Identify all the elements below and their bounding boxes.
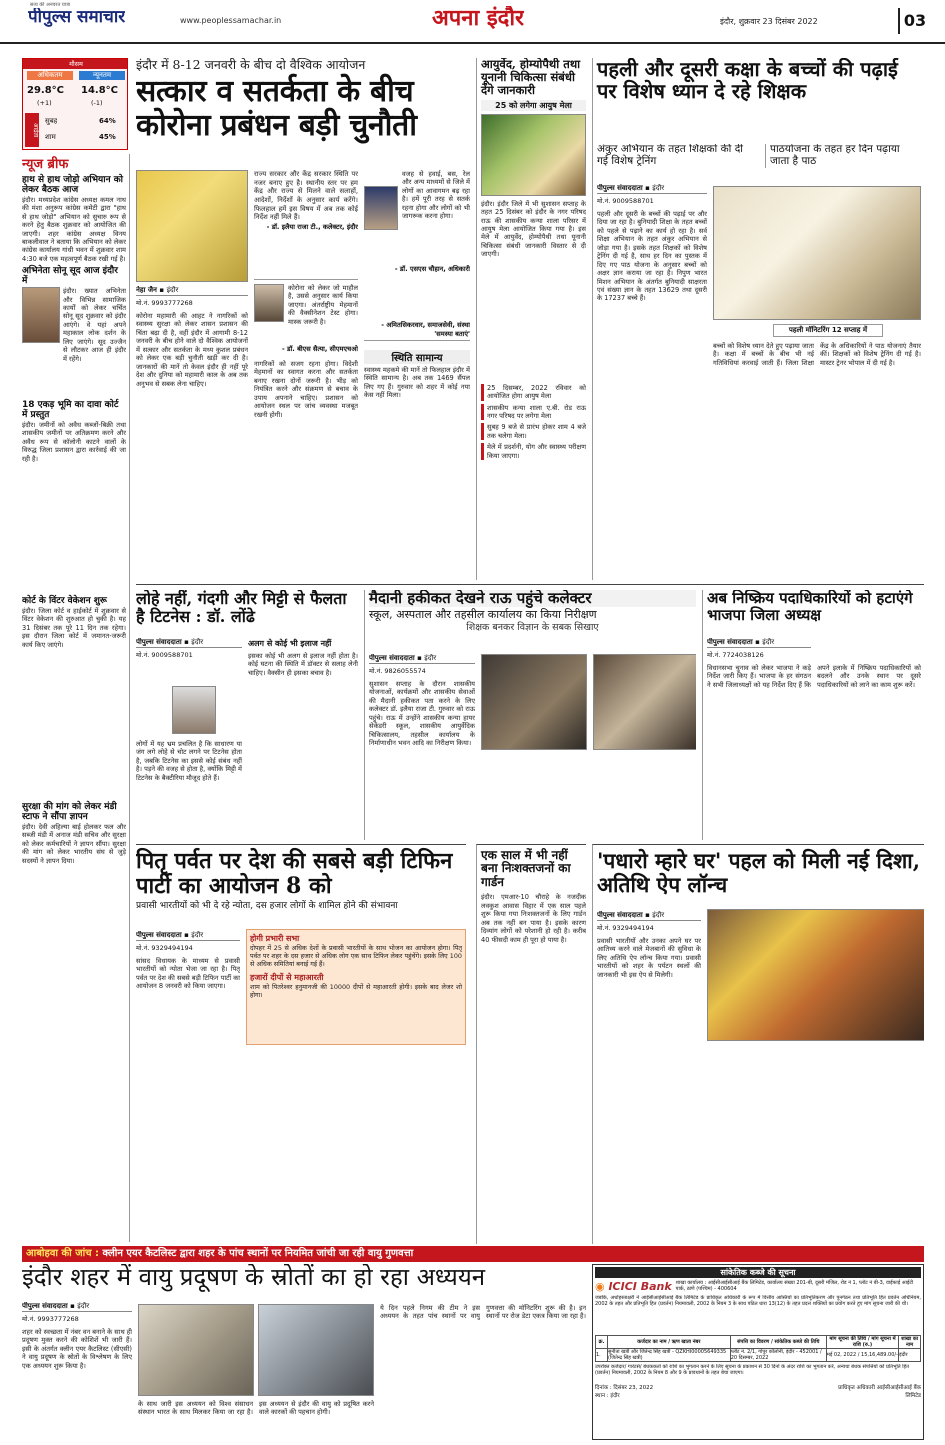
masthead <box>0 0 945 44</box>
collector-body: सुशासन सप्ताह के दौरान शासकीय योजनाओं, कार्यक्रमों और शासकीय सेवाओं की मैदानी हकीकत पता करने के लिए कलेक्टर डॉ. इलैया राजा टी. गुरुवार को राऊ पहुंचे। राऊ में उन्होंने शासकीय कन्या हायर सेकेंडरी स्कूल, शासकीय आयुर्वेदिक चिकित्सालय, तहसील कार्यालय के निर्माणाधीन भवन आदि का निरीक्षण किया। <box>369 680 475 748</box>
weather-title: मौसम <box>23 59 128 69</box>
app-byline-city: इंदौर <box>652 911 665 919</box>
air-kicker-bar <box>22 1246 924 1262</box>
collector-photo-classroom <box>481 654 587 750</box>
notice-th-1: कर्जदार का नाम / ऋण खाता नंबर <box>608 1336 731 1349</box>
lead-kicker: इंदौर में 8-12 जनवरी के बीच दो वैश्विक आयोजन <box>136 58 366 72</box>
bjp-byline-text: पीपुल्स संवाददाता <box>707 638 753 646</box>
garden-body: इंदौर। एमआर-10 चौराहे के नजदीक लवकुश आवास विहार में एक साल पहले शुरू किया गया निःशक्तजनों के लिए गार्डन अब तक नहीं बन पाया है। इसके कारण दिव्यांग लोगों को परेशानी हो रही है। करीब 40 फीसदी काम ही पूरा हो पाया है। <box>481 893 586 944</box>
lead-quote-2-by: - डॉ. बीएस सैत्या, सीएमएचओ <box>282 345 358 353</box>
ayush-kicker: 25 को लगेगा आयुष मेला <box>481 100 586 111</box>
doctor-londe-photo <box>172 686 216 734</box>
class-sub-1: अंकुर अभियान के तहत शिक्षकों की दी गई विशेष ट्रेनिंग <box>597 144 744 167</box>
tiffin-mobile: मो.नं. 9329494194 <box>136 944 193 952</box>
tetanus-body: लोगों में यह भ्रम प्रचलित है कि साधारण या जंग लगे लोहे से चोट लगने पर टिटनेस होता है, जबकि टिटनेस का इससे कोई संबंध नहीं है। पड़ने की वजह से होता है, क्योंकि मिट्टी में टिटनेस के बैक्टीरिया मौजूद होते हैं। <box>136 740 242 782</box>
weather-morning: 64% <box>99 117 116 125</box>
lead-body-2: नागरिकों को सजग रहना होगा। विदेशी मेहमानों का स्वागत करना और सतर्कता बनाए रखना दोनों जरूरी है। भीड़ को नियंत्रित करने और संक्रमण से बचाव के उपाय अपनाने चाहिए। प्रशासन को आयोजन स्थल पर जांच व्यवस्था मजबूत रखनी होगी। <box>254 360 358 419</box>
class-byline: पीपुल्स संवाददाता ▪ इंदौर <box>597 184 707 194</box>
class-byline-text: पीपुल्स संवाददाता <box>597 184 643 192</box>
air-photo-1 <box>138 1304 254 1396</box>
icici-bank-name: ICICI Bank <box>608 1280 672 1293</box>
app-byline-text: पीपुल्स संवाददाता <box>597 911 643 919</box>
brief-head-2: अभिनेता सोनू सूद आज इंदौर में <box>22 266 118 287</box>
tiffin-box-1-body: दोपहर में 25 से अधिक देशों के प्रवासी भारतीयों के साथ भोजन का आयोजन होगा। पितृ पर्वत पर शहर के दस हजार से अधिक लोग एक साथ टिफिन लेकर पहुंचेंगे। इसके लिए 100 से अधिक समितियां बनाई गई हैं। <box>250 944 462 969</box>
notice-cell: प्लॉट नं. 2/1, गोपुर कॉलोनी, इंदौर - 452001 / 20 दिसम्बर, 2022 <box>730 1349 826 1362</box>
tiffin-box-2-body: शाम को पितरेश्वर हनुमानजी की 10000 दीपों से महाआरती होगी। इसके बाद लेजर शो होगा। <box>250 982 462 999</box>
table-row <box>596 1349 921 1362</box>
air-photo-2 <box>258 1304 374 1396</box>
bjp-byline: पीपुल्स संवाददाता ▪ इंदौर <box>707 638 811 648</box>
bjp-headline: अब निष्क्रिय पदाधिकारियों को हटाएंगे भाजपा जिला अध्यक्ष <box>707 590 913 624</box>
tiffin-story <box>136 844 466 1244</box>
status-body: स्वास्थ्य महकमे की मानें तो फिलहाल इंदौर में स्थिति सामान्य है। अब तक 1469 सैंपल लिए गए हैं। गुरुवार को शहर में कोई नया केस नहीं मिला। <box>364 366 470 400</box>
air-body: शहर को स्वच्छता में नंबर वन बनाने के साथ ही प्रदूषण मुक्त करने की कोशिशें भी जारी हैं। इसी के अंतर्गत क्लीन एयर कैटलिस्ट (सीएसी) ने वायु प्रदूषण के स्रोतों के विश्लेषण के लिए एक अध्ययन शुरू किया है। <box>22 1328 132 1370</box>
brief-head-1: हाथ से हाथ जोड़ो अभियान को लेकर बैठक आज <box>22 175 123 195</box>
news-brief-column <box>22 154 130 1242</box>
page-number: 03 <box>898 8 930 34</box>
ayush-bullet-1: 25 दिसम्बर, 2022 रविवार को आयोजित होगा आयुष मेला <box>481 384 586 401</box>
notice-th-0: क्र. <box>596 1336 608 1349</box>
ayush-photo <box>481 114 586 196</box>
air-kicker: आबोहवा की जांच : <box>26 1248 100 1259</box>
app-mobile: मो.नं. 9329494194 <box>597 924 654 932</box>
air-body-2: के साथ जारी इस अध्ययन को विश्व संसाधन संस्थान भारत के साथ मिलकर किया जा रहा है। इस अध्ययन से इंदौर की वायु को प्रदूषित करने वाले कारकों की पहचान होगी। <box>138 1400 374 1417</box>
notice-cell: सुनीता खत्री और जितेन्द्र सिंह खत्री - QZKHI00005649335 (जितेन्द्र सिंह खत्री) <box>608 1349 731 1362</box>
class-headline: पहली और दूसरी कक्षा के बच्चों की पढ़ाई पर विशेष ध्यान दे रहे शिक्षक <box>597 58 898 104</box>
collector-mobile: मो.नं. 9826055574 <box>369 667 426 675</box>
brief-body-4: इंदौर। जिला कोर्ट व हाईकोर्ट में शुक्रवार से विंटर वेकेशन की शुरुआत हो चुकी है। यह 31 दिसंबर तक पूरे 11 दिन तक रहेगा। इस दौरान जिला कोर्ट में जमानत-जरूरी कार्य किए जाएंगे। <box>22 606 126 649</box>
class-photo-caption: पहली मॉनिटरिंग 12 सप्ताह में <box>773 324 883 337</box>
lead-photo <box>136 170 248 282</box>
weather-min-label: न्यूनतम <box>79 71 125 80</box>
collector-story <box>364 590 696 840</box>
lead-story <box>136 58 470 580</box>
bjp-mobile: मो.नं. 7724038126 <box>707 651 764 659</box>
bjp-body: विधानसभा चुनाव को लेकर भाजपा ने कड़े निर्देश जारी किए हैं। भाजपा के हर संगठन ने सभी जिलाध्यक्षों को यह निर्देश दिए हैं कि अपने इलाके में निष्क्रिय पदाधिकारियों को बदलने और उनके स्थान पर दूसरे पदाधिकारियों को लाने का काम शुरू करें। <box>707 664 921 689</box>
ayush-bullet-2: शासकीय कन्या शाला ए.बी. रोड राऊ नगर परिषद पर लगेगा मेला <box>481 404 586 421</box>
tetanus-body-2: इसका कोई भी अलग से इलाज नहीं होता है। कोई घटना की स्थिति में डॉक्टर से सलाह लेनी चाहिए। वैक्सीन ही इसका बचाव है। <box>248 652 358 677</box>
brief-body-1: इंदौर। मध्यप्रदेश कांग्रेस अध्यक्ष कमल नाथ की मंशा अनुरूप कांग्रेस कमेटी द्वारा "हाथ से हाथ जोड़ो" अभियान को सुचारु रूप से करने हेतु बैठक शुक्रवार को आयोजित की जाएगी। शहर कांग्रेस अध्यक्ष विनय बाकलीवाल ने बताया कि अभियान को लेकर कांग्रेस कार्यालय गांधी भवन में शुक्रवार शाम 4:30 बजे एक महत्वपूर्ण बैठक रखी गई है। <box>22 195 126 263</box>
lead-quote-2: कोरोना को लेकर जो माहौल है, उससे अनुसार कार्य किया जाएगा। अंतर्राष्ट्रीय मेहमानों की वैक्सीनेशन टेस्ट होगा। मास्क जरूरी है। <box>288 284 358 326</box>
app-body: प्रवासी भारतीयों और उनका अपने घर पर आतिथ्य करने वाले मेजबानों की सुविधा के लिए अतिथि ऐप लॉन्च किया गया। प्रवासी भारतीयों को शहर के पर्यटन स्थलों की जानकारी भी इस ऐप से मिलेगी। <box>597 937 701 979</box>
notice-cell: मई 02, 2022 / 15,16,489.00/- <box>826 1349 898 1362</box>
lead-quote-3: वजह से हवाई, बस, रेल और अन्य माध्यमों से जिले में लोगों का आवागमन बढ़ रहा है। हमें पूरी तरह से सतर्क रहना होगा और लोगों को भी जागरूक करना होगा। <box>402 170 470 221</box>
notice-cell: 1. <box>596 1349 608 1362</box>
notice-footer: उपरोक्त कर्जदार/ गारंटर्स/ बंधककर्ता को राशि का भुगतान करने के लिए सूचना के प्रकाशन से 30 दिनों के अंदर राशि का भुगतान करें, अन्यथा बंधक संपत्तियों को प्रतिभूति हित (प्रवर्तन) नियमावली, 2002 के नियम 8 और 9 के प्रावधानों के तहत बेचा जाएगा। <box>595 1364 910 1376</box>
tiffin-headline: पितृ पर्वत पर देश की सबसे बड़ी टिफिन पार्टी का आयोजन 8 को <box>136 848 453 899</box>
lead-quote-3-box <box>364 170 470 310</box>
weather-evening: 45% <box>99 133 116 141</box>
lead-body-1: कोरोना महामारी की आहट ने नागरिकों को स्वास्थ्य सुरक्षा को लेकर शासन प्रशासन की चिंता बढ़ा दी है, वहीं इंदौर में आगामी 8-12 जनवरी के बीच होने वाले दो वैश्विक आयोजनों में सत्कार और सतर्कता के मध्य कुशल प्रबंधन को लेकर एक बड़ी चुनौती खड़ी कर दी है। जानकारों की मानें तो केवल इंदौर ही नहीं पूरे देश और दुनिया को महामारी काल के अब तक अनुभव से सबक लेना चाहिए। <box>136 312 248 388</box>
collector-byline-text: पीपुल्स संवाददाता <box>369 654 415 662</box>
collector-sub: स्कूल, अस्पताल और तहसील कार्यालय का किया निरीक्षण <box>369 607 597 621</box>
lead-quote-2-box <box>288 284 358 344</box>
app-launch-photo <box>707 909 924 1041</box>
air-headline: इंदौर शहर में वायु प्रदूषण के स्रोतों का हो रहा अध्ययन <box>22 1264 486 1291</box>
lead-reporter-city: इंदौर <box>166 286 179 294</box>
news-brief-title: न्यूज ब्रीफ <box>22 157 69 172</box>
icici-logo <box>595 1280 672 1293</box>
bjp-byline-city: इंदौर <box>762 638 775 646</box>
tiffin-body: सांसद विधायक के माध्यम से प्रवासी भारतीयों को न्योता भेजा जा रहा है। पितृ पर्वत पर देश की सबसे बड़ी टिफिन पार्टी का आयोजन 8 जनवरी को किया जाएगा। <box>136 957 240 991</box>
ayush-body: इंदौर। इंदौर जिले में भी सुशासन सप्ताह के तहत 25 दिसंबर को इंदौर के नगर परिषद राऊ की शासकीय कन्या शाला परिसर में आयुष मेला आयोजित किया गया है। इस मेले में आयुर्वेद, होम्योपैथी तथा यूनानी चिकित्सा संबंधी जानकारी विस्तार से दी जाएगी। <box>481 199 586 259</box>
class-story <box>592 58 924 580</box>
tiffin-byline-city: इंदौर <box>191 931 204 939</box>
tetanus-byline-city: इंदौर <box>191 638 204 646</box>
status-title: स्थिति सामान्य <box>364 350 470 364</box>
collector-photo <box>254 284 284 322</box>
notice-th-2: संपत्ति का विवरण / सांकेतिक कब्जे की तिथि <box>730 1336 826 1349</box>
brief-head-3: 18 एकड़ भूमि का दावा कोर्ट में प्रस्तुत <box>22 400 119 420</box>
lead-quote-1: राज्य सरकार और केंद्र सरकार स्थिति पर नजर बनाए हुए है। स्थानीय स्तर पर हम केंद्र और राज्य से मिलने वाले सलाहों, आदेशों, निर्देशों के अनुसार कार्य करेंगे। फिलहाल हमें इस विषय में अब तक कोई निर्देश नहीं मिले हैं। <box>254 170 358 222</box>
brief-head-5: सुरक्षा की मांग को लेकर मंडी स्टाफ ने सौंपा ज्ञापन <box>22 802 117 822</box>
sonu-sood-photo <box>22 287 60 343</box>
lead-quote-1-by: - डॉ. इलैया राजा टी., कलेक्टर, इंदौर <box>266 223 358 232</box>
app-headline: 'पधारो म्हारे घर' पहल को मिली नई दिशा, अतिथि ऐप लॉन्च <box>597 848 921 897</box>
ayush-bullet-3: सुबह 9 बजे से प्रारंभ होकर शाम 4 बजे तक चलेगा मेला। <box>481 423 586 440</box>
weather-max-change: (+1) <box>37 99 52 107</box>
collector-kicker: शिक्षक बनकर विज्ञान के सबक सिखाए <box>466 622 599 634</box>
tiffin-byline: पीपुल्स संवाददाता ▪ इंदौर <box>136 931 240 941</box>
tiffin-box <box>246 929 466 1045</box>
tiffin-box-1-title: होगी प्रभारी सभा <box>250 934 300 943</box>
notice-title: सांकेतिक कब्जे की सूचना <box>595 1267 921 1278</box>
class-photo <box>713 186 921 320</box>
ayush-bullets <box>481 384 586 461</box>
collector-headline: मैदानी हकीकत देखने राऊ पहुंचे कलेक्टर <box>369 590 696 607</box>
tetanus-mobile: मो.नं. 9009588701 <box>136 651 193 659</box>
tiffin-box-2-title: हजारों दीपों से महाआरती <box>250 972 324 982</box>
lead-headline: सत्कार व सतर्कता के बीच कोरोना प्रबंधन बड़ी चुनौती <box>136 74 417 143</box>
class-body-2: बच्चों को विशेष ध्यान देते हुए पढ़ाया जाता है। कक्षा में बच्चों के बीच भी नई गतिविधियां करवाई जाती हैं। जिला शिक्षा केंद्र के अधिकारियों ने पाठ योजनाएं तैयार कीं। शिक्षकों को विशेष ट्रेनिंग दी गई है। मास्टर ट्रेनर भोपाल में दी गई है। <box>713 342 921 367</box>
air-mobile: मो.नं. 9993777268 <box>22 1315 79 1323</box>
collector-byline: पीपुल्स संवाददाता ▪ इंदौर <box>369 654 475 664</box>
weather-evening-label: शाम <box>45 133 56 141</box>
weather-min: 14.8°C <box>81 85 119 96</box>
weather-max-label: अधिकतम <box>27 71 73 80</box>
brief-head-4: कोर्ट के विंटर वेकेशन शुरू <box>22 596 107 607</box>
class-mobile: मो.नं. 9009588701 <box>597 197 654 205</box>
notice-table <box>595 1335 921 1362</box>
app-story <box>592 844 924 1244</box>
weather-morning-label: सुबह <box>45 117 58 125</box>
air-body-3: ये दिन पहले निगम की टीम ने इस अध्ययन के तहत पांच स्थानों पर वायु गुणवत्ता की मॉनिटरिंग शुरू की है। इन स्थानों पर रोज डेटा एकत्र किया जा रहा है। <box>380 1304 586 1321</box>
dateline: इंदौर, शुक्रवार 23 दिसंबर 2022 <box>720 17 818 26</box>
bjp-story <box>702 590 924 840</box>
tiffin-byline-text: पीपुल्स संवाददाता <box>136 931 182 939</box>
air-kicker-rest: क्लीन एयर कैटलिस्ट द्वारा शहर के पांच स्थानों पर नियमित जांची जा रही वायु गुणवत्ता <box>102 1248 414 1259</box>
icici-notice <box>592 1264 924 1440</box>
lead-reporter-name: नेहा जैन <box>136 286 157 294</box>
app-byline: पीपुल्स संवाददाता ▪ इंदौर <box>597 911 701 921</box>
weather-humidity-label: आर्द्रता <box>25 113 39 147</box>
ayush-bullet-4: मेले में प्रदर्शनी, योग और स्वास्थ्य परीक्षण किया जाएगा। <box>481 443 586 460</box>
lead-quote-3-by: - डॉ. एसएस चौहान, अधिकारी <box>394 265 470 273</box>
weather-box <box>22 58 128 150</box>
brief-body-3: इंदौर। जमीनों को अवैध कब्जों-बिक्री तथा शासकीय जमीनों पर अतिक्रमण करने और अवैध रूप से कॉलोनी काटने वालों के विरुद्ध जिला प्रशासन द्वारा कार्रवाई की जा रही है। <box>22 420 126 463</box>
ayush-headline: आयुर्वेद, होम्योपैथी तथा यूनानी चिकित्सा संबंधी देंगे जानकारी <box>481 58 581 97</box>
collector-byline-city: इंदौर <box>424 654 437 662</box>
masthead-tagline: सत्य की अनवरत यात्रा <box>30 2 71 8</box>
masthead-url: www.peoplessamachar.in <box>180 16 282 25</box>
notice-place: स्थान : इंदौर <box>595 1393 620 1399</box>
tiffin-sub: प्रवासी भारतीयों को भी दे रहे न्योता, दस हजार लोगों के शामिल होने की संभावना <box>136 901 398 912</box>
weather-min-change: (-1) <box>91 99 103 107</box>
air-story <box>22 1264 586 1440</box>
collector-photo-2 <box>593 654 696 750</box>
garden-headline: एक साल में भी नहीं बना निःशक्तजनों का गार्डन <box>481 848 571 889</box>
tetanus-sub: अलग से कोई भी इलाज नहीं <box>248 639 332 648</box>
class-body: पहली और दूसरी के बच्चों की पढ़ाई पर और दिया जा रहा है। बुनियादी शिक्षा के तहत बच्चों को पहले से पढ़ाने का कार्य हो रहा है। सर्व शिक्षा अभियान के तहत अंकुर अभियान से जोड़ा गया है। इसके तहत शिक्षकों को विशेष ट्रेनिंग दी गई है, साथ हर दिन का पुस्तक में दिए गए पाठ योजना के अनुसार बच्चों को अक्षर ज्ञान कराया जा रहा है। निपुण भारत मिशन अभियान के अंतर्गत बुनियादी साक्षरता एवं संख्या ज्ञान के तहत 13629 तथा दूसरी के 17237 बच्चे हैं। <box>597 210 707 303</box>
masthead-logo: पीपुल्स समाचार <box>28 8 126 27</box>
notice-th-3: मांग सूचना की तिथि / मांग सूचना में राशि (रु.) <box>826 1336 898 1349</box>
lead-reporter: नेहा जैन ▪ इंदौर <box>136 286 248 296</box>
notice-address: शाखा कार्यालय : आईसीआईसीआई बैंक लिमिटेड, कार्यालय संख्या 201-बी, दूसरी मंजिल, रोड नं 1, प्लॉट नं बी-3, वाईफाई आईटी पार्क, ठाणे (पश्चिम) - 400604 <box>675 1280 914 1292</box>
lead-mobile: मो.नं. 9993777268 <box>136 299 193 307</box>
section-title: अपना इंदौर <box>432 6 525 31</box>
tetanus-byline-text: पीपुल्स संवाददाता <box>136 638 182 646</box>
lead-quote-1-box <box>254 170 358 280</box>
tetanus-byline: पीपुल्स संवाददाता ▪ इंदौर <box>136 638 242 648</box>
notice-body: जबकि, अधोहस्ताक्षरी ने आईसीआईसीआई बैंक लिमिटेड के प्राधिकृत अधिकारी के रूप में वित्तीय आस्तियों का प्रतिभूतिकरण और पुनर्गठन तथा प्रतिभूति हित प्रवर्तन अधिनियम, 2002 के तहत और प्रतिभूति हित (प्रवर्तन) नियमावली, 2002 के नियम 3 के साथ पठित धारा 13(12) के तहत प्रदत्त शक्तियों का प्रयोग करते हुए मांग सूचना जारी की थी। <box>595 1295 921 1307</box>
class-sub-2: पाठयोजना के तहत हर दिन पढ़ाया जाता है पाठ <box>765 144 921 168</box>
brief-body-2: इंदौर। ख्यात अभिनेता और विभिन्न सामाजिक कार्यों को लेकर चर्चित सोनू सूद शुक्रवार को इंदौर आएंगे। वे यहां अपने महाकाल लोक दर्शन के लिए जाएंगे। सूद उज्जैन से लौटकर आज ही इंदौर में रहेंगे। <box>63 287 126 363</box>
air-byline-city: इंदौर <box>77 1302 90 1310</box>
tetanus-headline: लोहे नहीं, गंदगी और मिट्टी से फैलता है टिटनेस : डॉ. लोंढे <box>136 590 347 626</box>
notice-th-4: शाखा का नाम <box>899 1336 921 1349</box>
ayush-story <box>476 58 586 580</box>
notice-date: दिनांक : दिसंबर 23, 2022 <box>595 1385 654 1391</box>
brief-body-5: इंदौर। देवी अहिल्या बाई होलकर फल और सब्जी मंडी में अनाज मंडी सचिव और सुरक्षा को लेकर कर्मचारियों ने ज्ञापन सौंपा। सुरक्षा की मांग को लेकर भारतीय संघ से जुड़े सदस्यों ने ज्ञापन दिया। <box>22 822 126 865</box>
notice-sign: प्राधिकृत अधिकारी आईसीआईसीआई बैंक लिमिटेड <box>838 1385 921 1399</box>
class-byline-city: इंदौर <box>652 184 665 192</box>
garden-story <box>476 844 586 1244</box>
air-byline-text: पीपुल्स संवाददाता <box>22 1302 68 1310</box>
notice-cell: इंदौर <box>899 1349 921 1362</box>
lead-quote-4-by: - अमितसिकरवार, समाजसेवी, संस्था 'समस्या बताएं' <box>364 320 470 341</box>
icici-logo-icon: ◉ <box>595 1280 605 1293</box>
weather-max: 29.8°C <box>27 85 65 96</box>
air-byline: पीपुल्स संवाददाता ▪ इंदौर <box>22 1302 132 1312</box>
